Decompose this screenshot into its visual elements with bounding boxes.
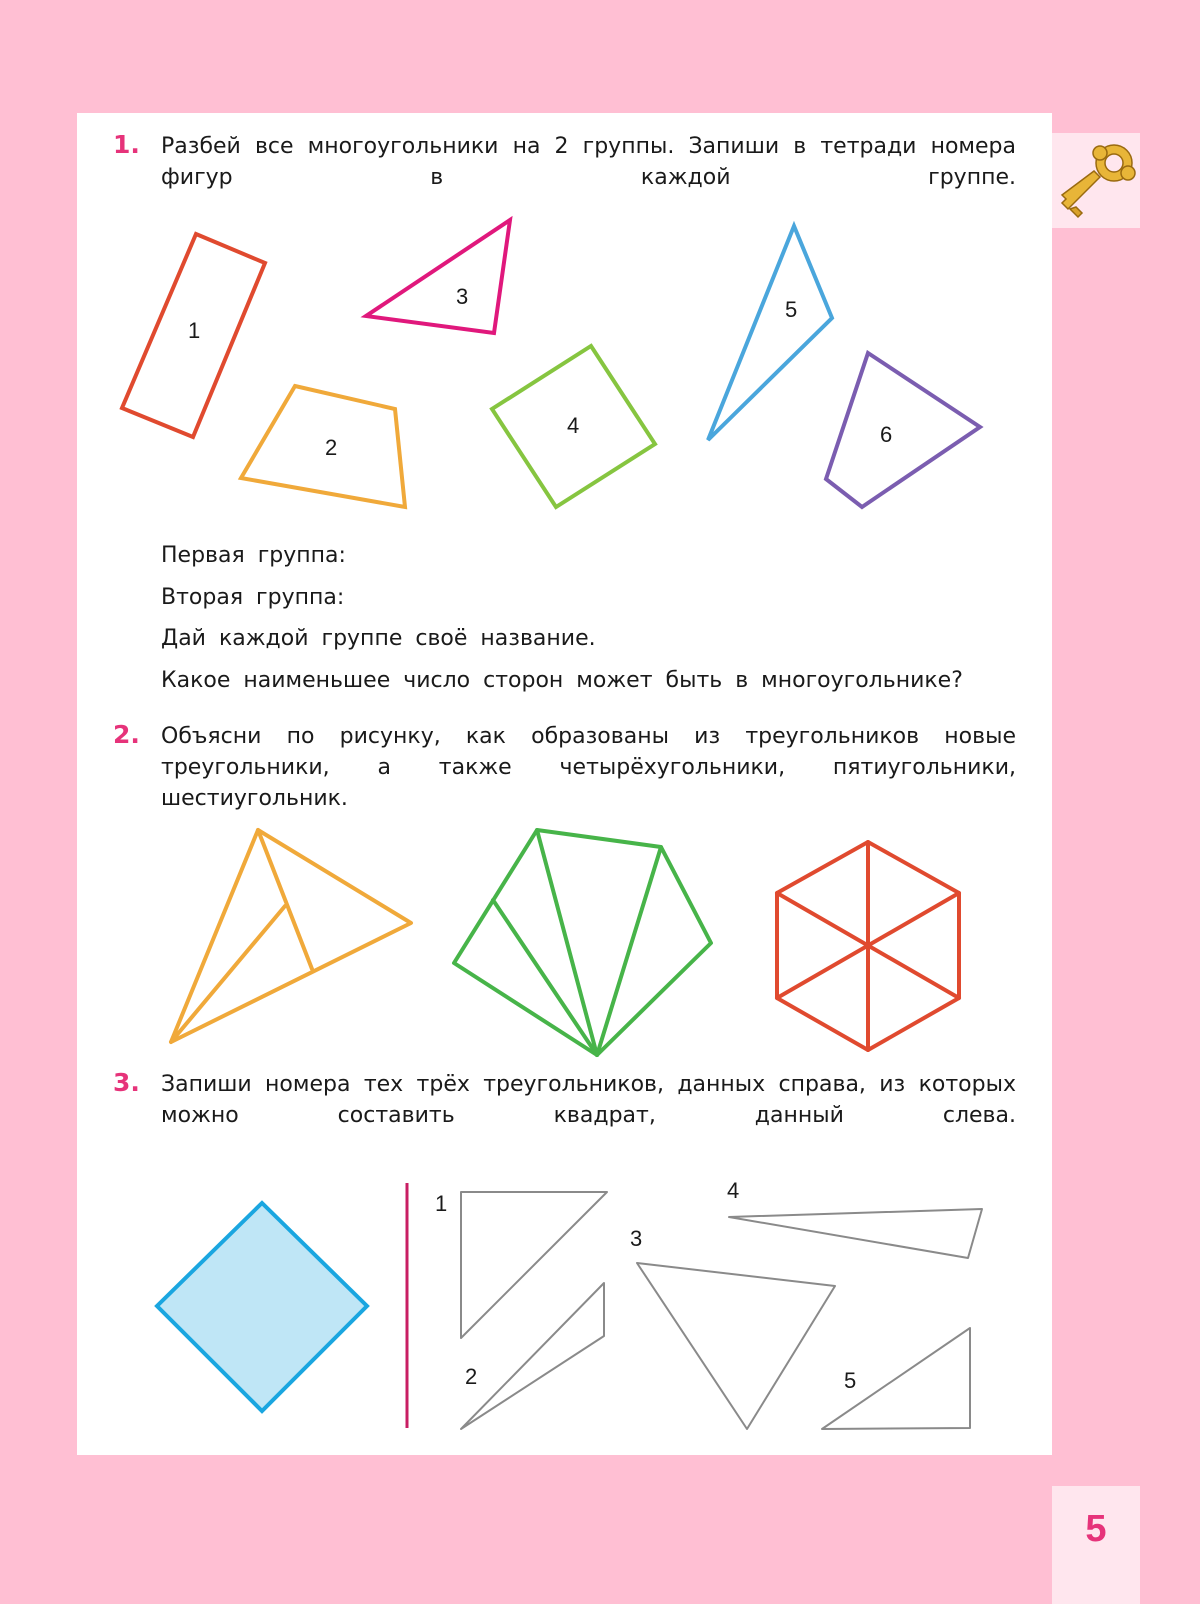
figure-label-3: 3 — [456, 284, 469, 309]
task-2-text: Объясни по рисунку, как образованы из треугольников новые треугольники, а также четырёхугольники, пятиугольники, шестиугольник. — [161, 724, 1016, 811]
min-sides-question: Какое наименьшее число сторон может быть в многоугольнике? — [161, 668, 963, 693]
gray-triangle-4 — [729, 1209, 982, 1258]
figure-label-6: 6 — [880, 422, 893, 447]
page-number: 5 — [1085, 1508, 1107, 1550]
key-tab — [1052, 133, 1140, 228]
triangle-label-5: 5 — [844, 1368, 857, 1393]
task-3-text: Запиши номера тех трёх треугольников, данных справа, из которых можно составить квадрат, данный слева. — [161, 1072, 1016, 1128]
page-number-tab — [1052, 1486, 1140, 1604]
second-group-line: Вторая группа: — [161, 585, 345, 610]
first-group-line: Первая группа: — [161, 543, 346, 568]
figure-label-1: 1 — [188, 318, 201, 343]
triangle-label-3: 3 — [630, 1226, 643, 1251]
task-1-text: Разбей все многоугольники на 2 группы. Запиши в тетради номера фигур в каждой группе. — [161, 134, 1016, 190]
name-groups-line: Дай каждой группе своё название. — [161, 626, 596, 651]
blue-square — [157, 1203, 367, 1411]
key-icon — [1052, 133, 1140, 228]
gray-triangle-2 — [461, 1283, 604, 1429]
task-1-number: 1. — [113, 130, 140, 159]
triangle-label-4: 4 — [727, 1178, 740, 1203]
gray-triangle-1 — [461, 1192, 607, 1338]
figure-label-4: 4 — [567, 413, 580, 438]
textbook-page — [77, 113, 1052, 1455]
figure-label-5: 5 — [785, 297, 798, 322]
task-3-number: 3. — [113, 1068, 140, 1097]
figure-label-2: 2 — [325, 435, 338, 460]
triangle-label-1: 1 — [435, 1191, 448, 1216]
gray-triangle-3 — [637, 1263, 835, 1429]
triangle-label-2: 2 — [465, 1364, 478, 1389]
task-3-figures — [77, 113, 1052, 1455]
task-2-number: 2. — [113, 720, 140, 749]
